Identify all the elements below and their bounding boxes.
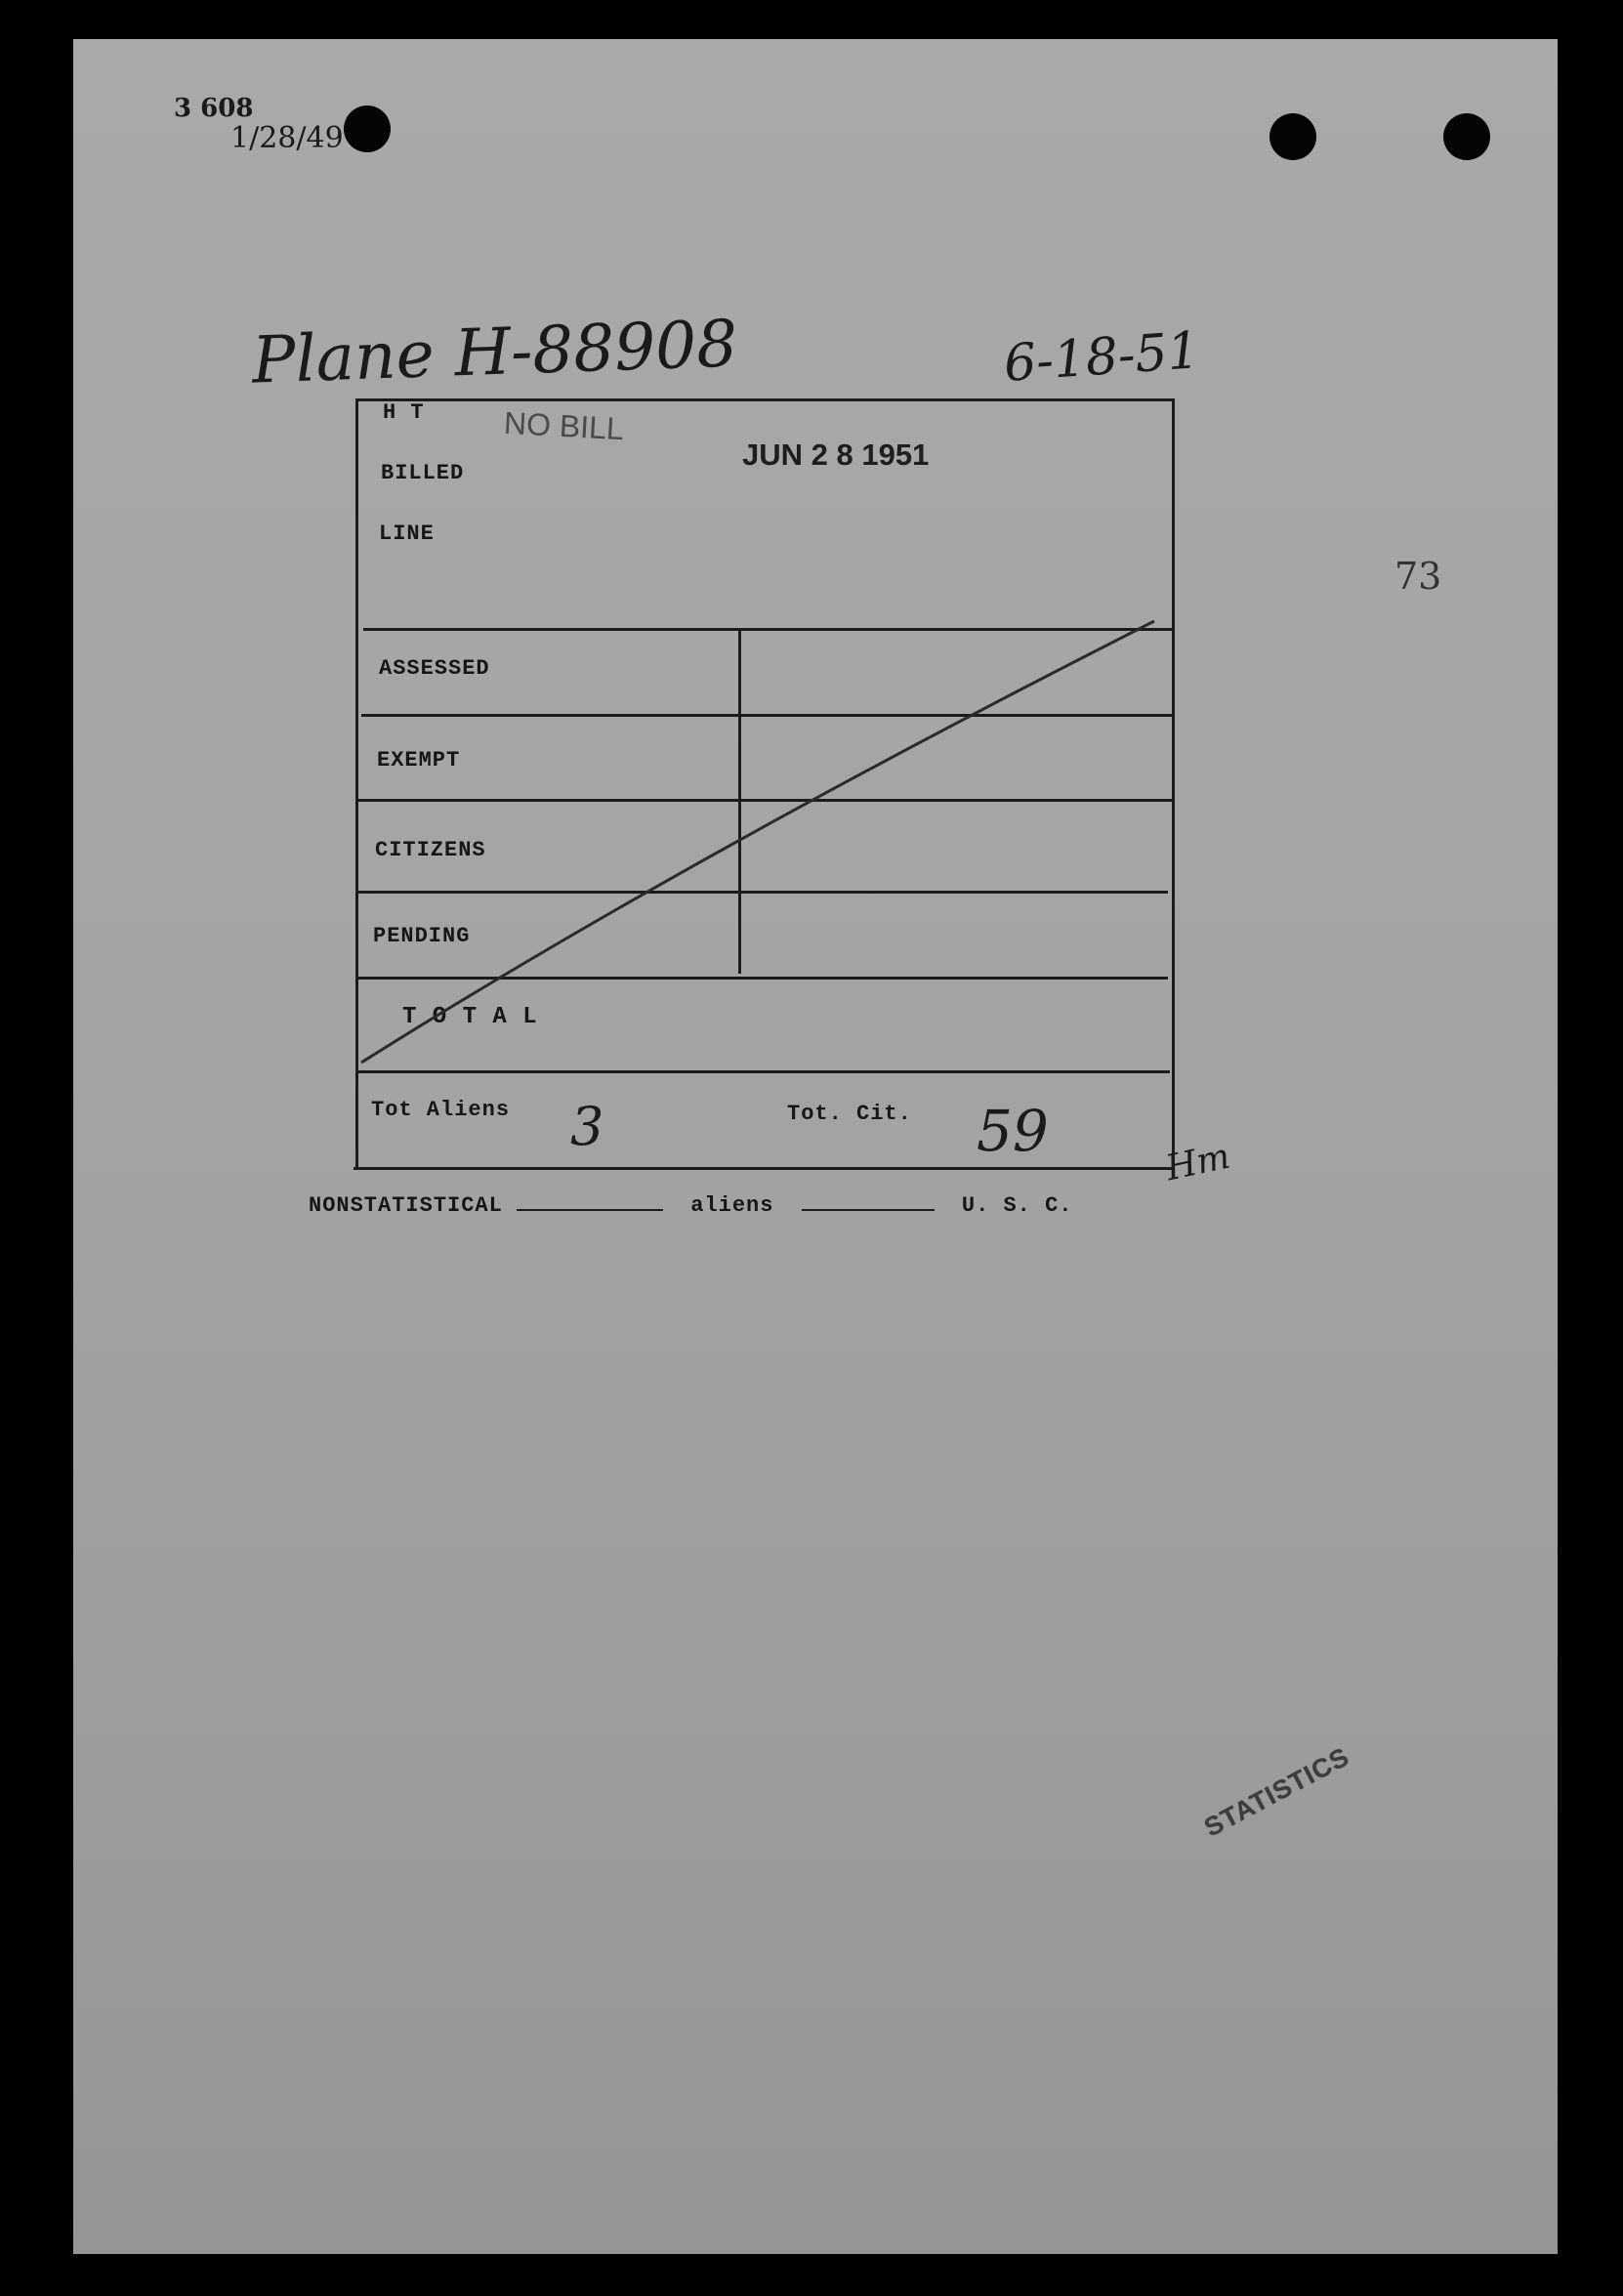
- statistics-stamp: STATISTICS: [1199, 1741, 1354, 1843]
- initials-handwritten: Hm: [1162, 1136, 1234, 1190]
- date-stamp: JUN 2 8 1951: [742, 438, 930, 472]
- tot-cit-value: 59: [977, 1098, 1049, 1164]
- row-pending: PENDING: [373, 924, 471, 948]
- row-exempt: EXEMPT: [377, 748, 461, 772]
- label-ht: H T: [383, 400, 425, 425]
- nonstatistical-text: NONSTATISTICAL: [309, 1193, 503, 1218]
- page-number: 73: [1394, 555, 1442, 598]
- row-assessed: ASSESSED: [379, 656, 490, 681]
- tot-aliens-label: Tot Aliens: [371, 1098, 511, 1122]
- tot-cit-label: Tot. Cit.: [787, 1102, 912, 1126]
- tot-aliens-value: 3: [570, 1096, 604, 1157]
- row-total: T O T A L: [402, 1004, 538, 1030]
- no-bill-stamp: NO BILL: [503, 404, 625, 447]
- label-line: LINE: [379, 522, 435, 546]
- reference-number: 3 608: [174, 94, 254, 123]
- nonstatistical-label: [309, 1193, 1073, 1218]
- usc-text: U. S. C.: [961, 1193, 1073, 1218]
- label-billed: BILLED: [381, 461, 465, 485]
- date-handwritten: 6-18-51: [1002, 321, 1202, 394]
- aliens-text: aliens: [690, 1193, 774, 1218]
- nonstatistical-blank-1: [517, 1209, 663, 1211]
- reference-date: 1/28/49: [230, 121, 344, 155]
- row-citizens: CITIZENS: [375, 838, 486, 862]
- nonstatistical-blank-2: [802, 1209, 935, 1211]
- plane-number-handwritten: Plane H-88908: [250, 306, 739, 398]
